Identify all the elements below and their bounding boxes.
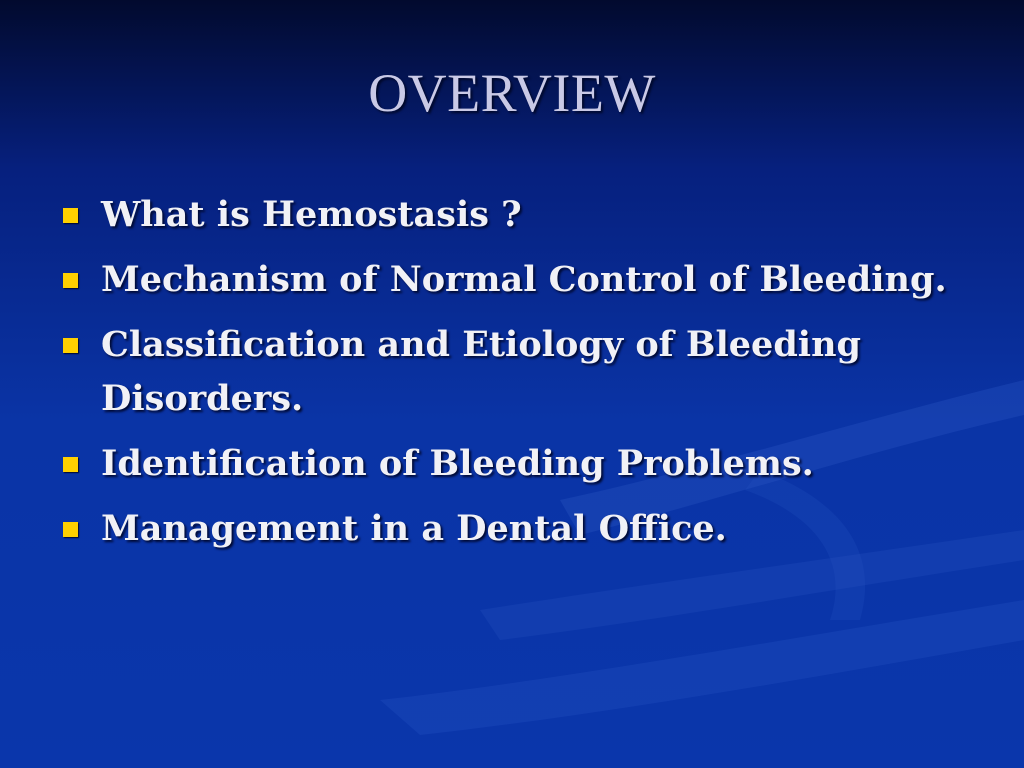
bullet-text: Identification of Bleeding Problems.: [101, 443, 814, 484]
bullet-list: [62, 188, 982, 567]
slide-title: OVERVIEW: [368, 63, 656, 123]
square-bullet-icon: [63, 273, 78, 288]
bullet-text: Mechanism of Normal Control of Bleeding.: [101, 259, 947, 300]
bullet-item: [62, 188, 982, 242]
bullet-text: Management in a Dental Office.: [101, 508, 727, 549]
square-bullet-icon: [63, 457, 78, 472]
bullet-text: Classification and Etiology of Bleeding Disorders.: [101, 324, 862, 419]
bullet-item: [62, 318, 982, 426]
bullet-item: [62, 253, 982, 307]
square-bullet-icon: [63, 522, 78, 537]
bullet-item: [62, 437, 982, 491]
bullet-text: What is Hemostasis ?: [101, 194, 522, 235]
bullet-item: [62, 502, 982, 556]
square-bullet-icon: [63, 208, 78, 223]
square-bullet-icon: [63, 338, 78, 353]
